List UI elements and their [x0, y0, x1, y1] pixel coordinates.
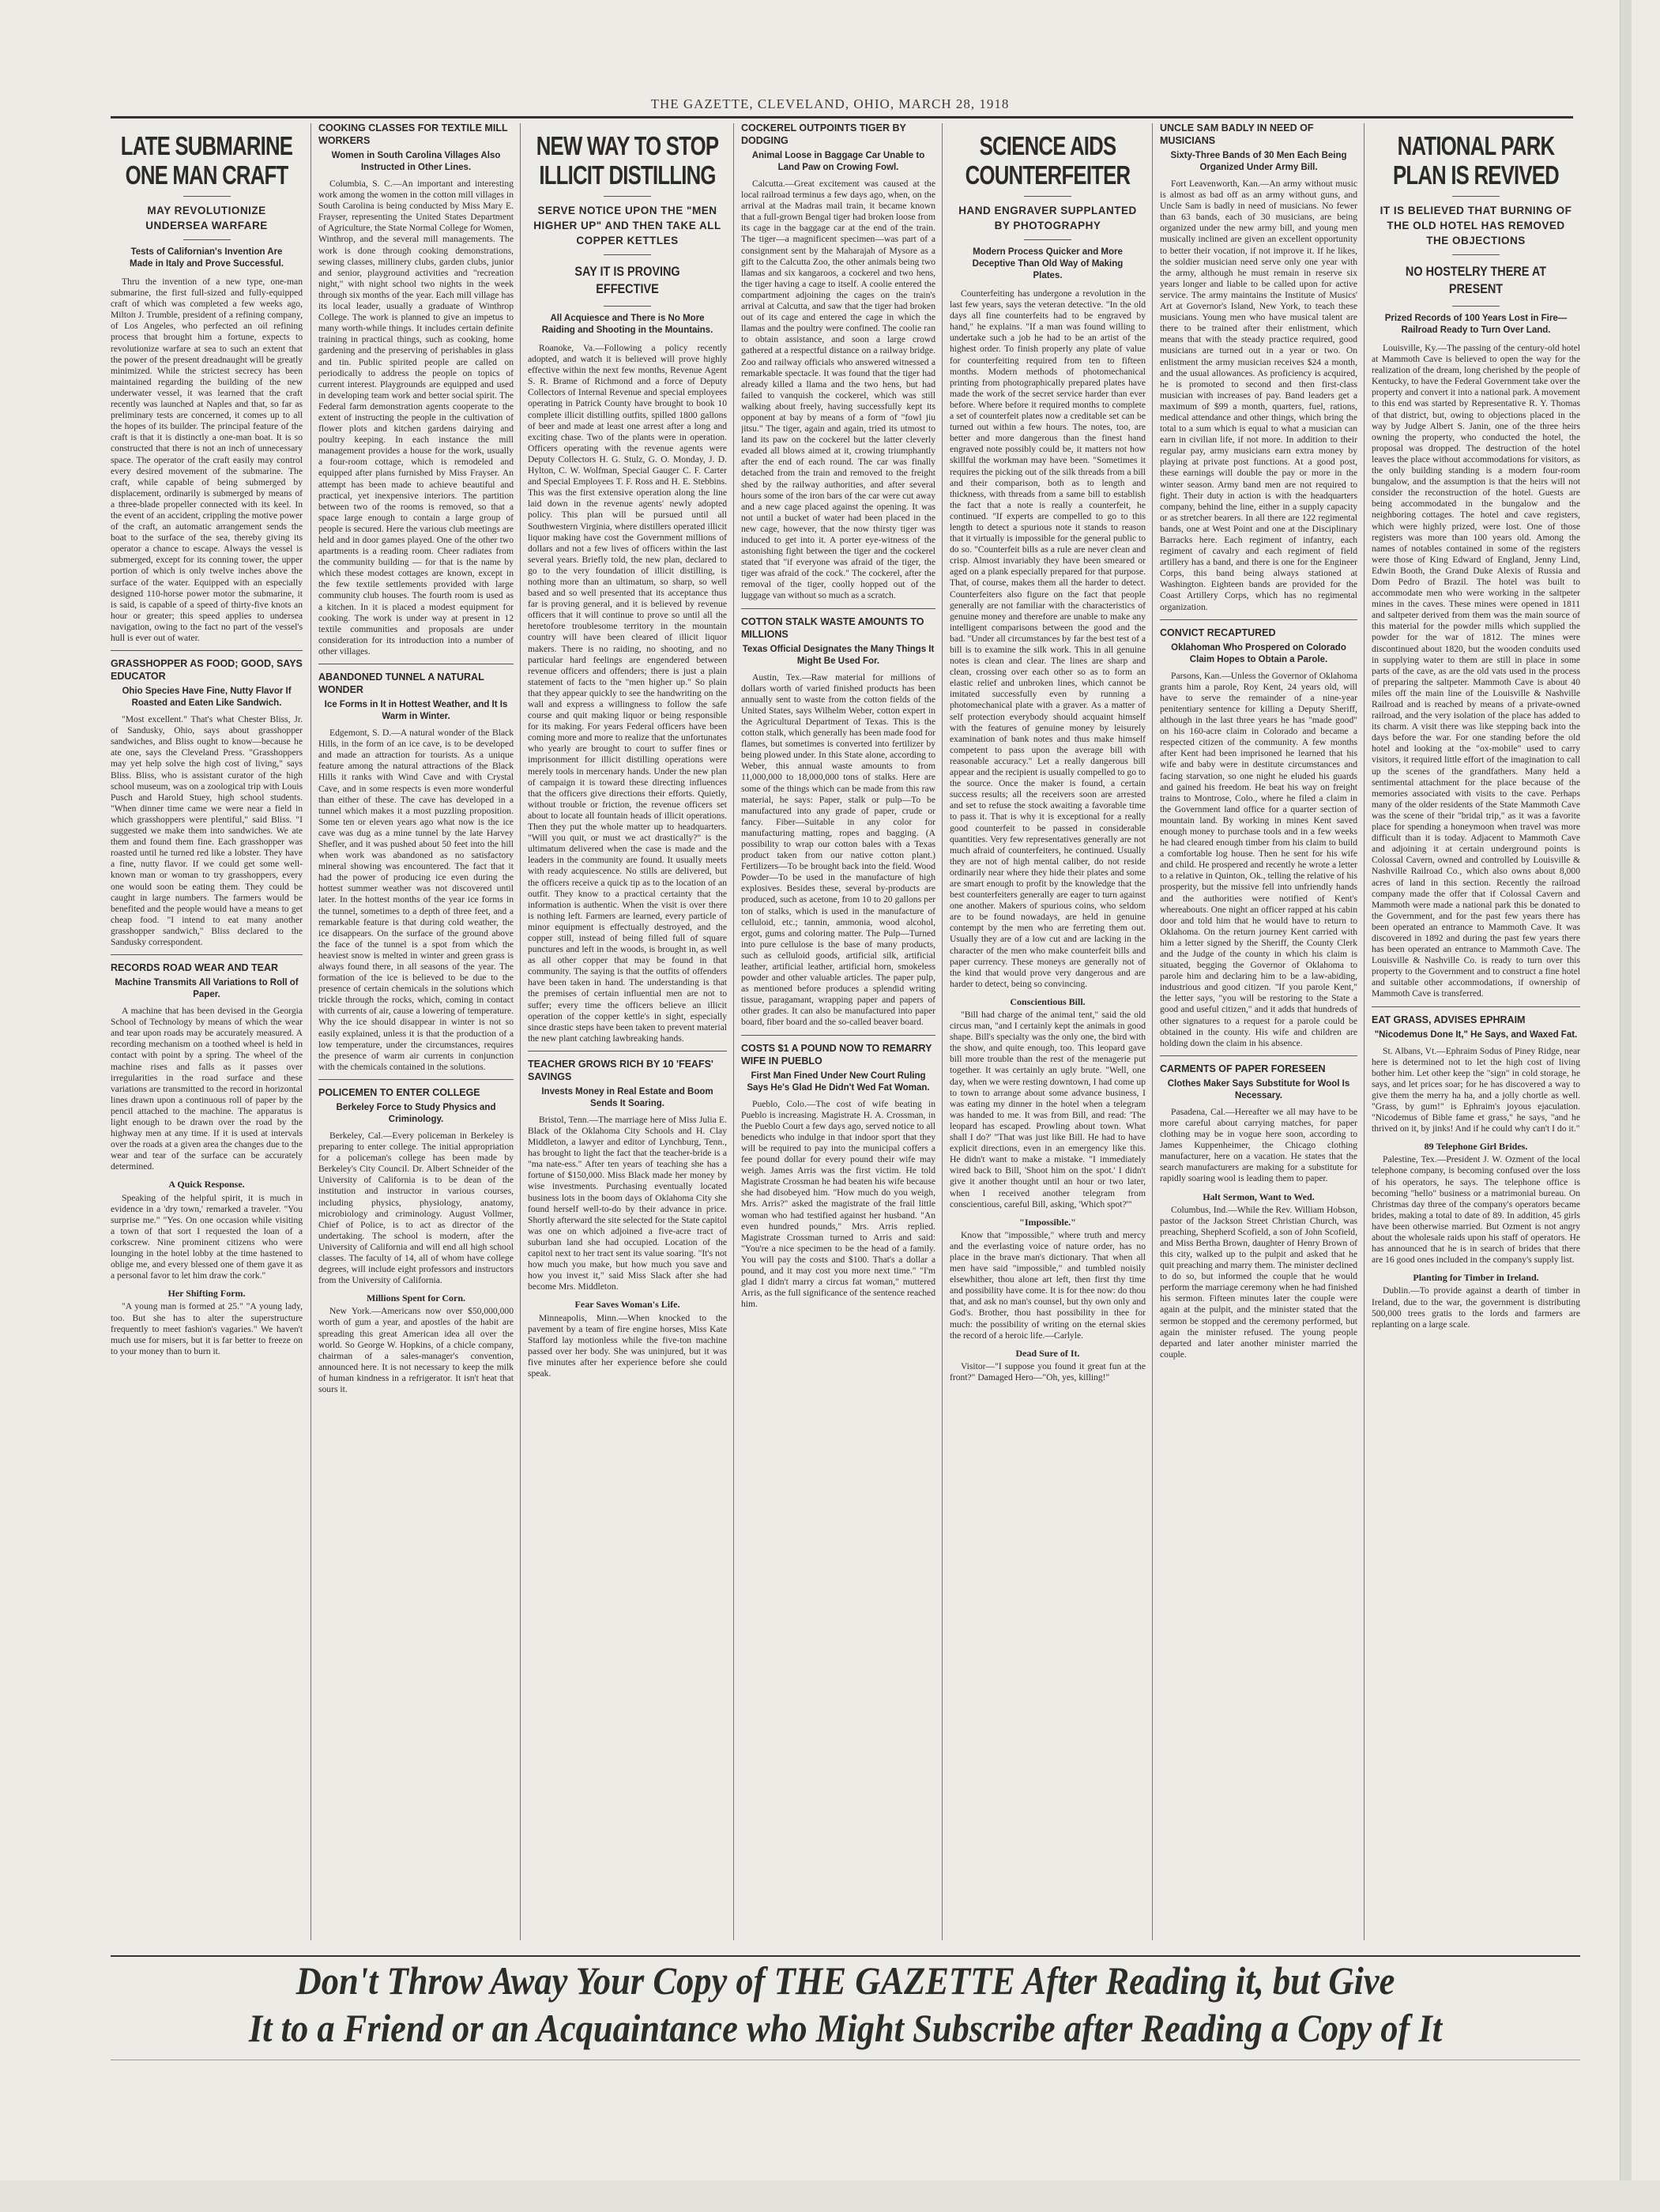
article-body: Palestine, Tex.—President J. W. Ozment of the local telephone company, is becoming confused over the loss of his operators, he says. The telephone office is becoming "hello" business or a matrimonial bureau. On Christmas day three of the company's operators became brides, making a total to date of 89. In addition, 45 girls have been otherwise married. But Ozment is not angry about the wholesale raids upon his staff of operators. He has announced that he is in search of brides that there are 16 good ones included in the company's supply list.	[1372, 1154, 1580, 1266]
page-bottom-edge	[0, 2180, 1660, 2212]
deck: IT IS BELIEVED THAT BURNING OF THE OLD HOTEL HAS REMOVED THE OBJECTIONS	[1380, 205, 1572, 246]
deck: Ice Forms in It in Hottest Weather, and It Is Warm in Winter.	[324, 700, 508, 722]
banner-line: It to a Friend or an Acquaintance who Might Subscribe after Reading a Copy of It	[248, 2006, 1443, 2050]
headline: ONE MAN CRAFT	[125, 160, 288, 190]
deck: Animal Loose in Baggage Car Unable to Land Paw on Crowing Fowl.	[751, 151, 925, 172]
article-counterfeiter	[950, 120, 1146, 1945]
article-body: Roanoke, Va.—Following a policy recently adopted, and watch it is believed will prove highly effective within the next few months, Revenue Agent S. R. Brame of Richmond and a force of Deputy Collectors of Internal Revenue and special employees operating in Patrick County have brought to book 10 complete illicit distilling outfits, spilled 1800 gallons of beer and made at least one arrest after a long and exciting chase. Two of the plants were in operation. Officers operating with the revenue agents were Deputy Collectors H. G. Stulz, G. O. Monday, J. D. Hylton, C. W. Wolfman, Special Gauger C. F. Carter and Special Employees T. F. Ross and H. E. Stebbins. This was the first extensive operation along the line laid down in the revenue agents' newly adopted policy. This plan will be pursued until all Southwestern Virginia, where distillers operated illicit liquor making have cost the Government millions of dollars and not a few lives of officers within the last several years. Briefly told, the new plan, declared to go to the very foundation of illicit distilling, is nothing more than an ultimatum, so sharp, so well based and so well presented that its acceptance thus far is proving general, and it is believed by revenue officers that it will continue to prove so until all the heretofore troublesome territory in the mountain country will have been cleared of illicit liquor makers. There is no raiding, no shooting, and no particular hard feelings are engendered between revenue officers and offenders; there is just a plain statement of facts to the "men higher up." So plain that they appear quickly to see the handwriting on the wall and express a willingness to follow the safe course and quit making liquor or being responsible for its making. For years Federal officers have been coming more and more to realize that the unfortunates who yearly are brought to court to suffer fines or imprisonment for illicit distilling operations were merely tools in mercenary hands. Under the new plan of campaign it is toward these directing influences that the officers give directions their efforts. Quietly, without trouble or friction, the revenue officers set about to locate all fountain heads of illicit operations. Then they put the whole matter up to headquarters. "Will you quit, or must we act drastically?" is the ultimatum delivered when the case is made and the leaders in the community are found. It usually meets with ready acquiescence. No stills are delivered, but the officers receive a quick tip as to the location of an outfit. They know to a practical certainty that the information is authentic. When the visit is over there is nothing left. Farmers are learned, every particle of minor equipment is effectually destroyed, and the copper still, instead of being filled full of square punctures and left in the woods, is brought in, as well as all other copper that may be found in that community. The saying is that the outfits of offenders have been taken in hand. The understanding is that the premises of certain influential men are not to suffer; every time the officers believe an illicit operation of the copper kettle's in sight, especially since drastic steps have been taken to prevent material the new plant catching lawbreaking hands.	[528, 343, 727, 1044]
article-body: Bristol, Tenn.—The marriage here of Miss Julia E. Black of the Oklahoma City Schools and H. Clay Middleton, a lawyer and editor of Lynchburg, Tenn., has brought to light the fact that the teacher-bride is a "ma nate-ess." After ten years of teaching she has a fortune of $150,000. Miss Black made her money by wise investments. Purchasing eventually located business lots in the boom days of Oklahoma City she found herself well-to-do by their advance in price. Shortly afterward the site selected for the State capitol was one on which adjoined a five-acre tract of suburban land she had occupied. Location of the capitol next to her tract sent its value soaring. "It's not how much you make, but how much you save and how you invest it," said Miss Slack after she had become Mrs. Middleton.	[528, 1114, 727, 1292]
article-body: Dublin.—To provide against a dearth of timber in Ireland, due to the war, the government is distributing 500,000 trees gratis to the lords and farmers are replanting on a large scale.	[1372, 1285, 1580, 1330]
article-body: A machine that has been devised in the Georgia School of Technology by means of which the wear and tear upon roads may be accurately measured. A recording mechanism on a toothed wheel is held in contact with point by a spring. The wheel of the machine rises and falls as it passes over irregularities in the road surface and these variations are transmitted to the record in horizontal lines drawn upon a continuous roll of paper by the pencil attached to the machine. The apparatus is light enough to be drawn over the road by the highway men at any time. If it is used at intervals over the roads at a given area the changes due to the wear and tear of the surface can be accurately determined.	[111, 1006, 303, 1172]
subhead: CARMENTS OF PAPER FORESEEN	[1160, 1063, 1326, 1074]
divider	[1452, 254, 1500, 255]
divider	[1160, 619, 1357, 620]
divider	[111, 650, 303, 651]
subhead: RECORDS ROAD WEAR AND TEAR	[111, 962, 279, 974]
subhead: EAT GRASS, ADVISES EPHRAIM	[1372, 1014, 1526, 1025]
article-body: Austin, Tex.—Raw material for millions of dollars worth of varied finished products has been annually sent to waste from the cotton fields of the United States, says Wilhelm Weber, cotton expert in the Agricultural Department of Texas. This is the cotton stalk, which generally has been made food for flames, but sometimes is converted into fertilizer by being plowed under. In this State alone, according to Weber, this annual waste amounts to from 11,000,000 to 18,000,000 tons of stalks. Here are some of the things which can be made from this raw material, he says: Paper, stalk or pulp—To be manufactured into any grade of paper, crude or fancy. Fiber—Suitable in any color for manufacturing matting, ropes and bagging. (A possibility to wrap our cotton bales with a Texas product taken from our native cotton plant.) Fertilizers—To be brought back into the field. Wood Powder—To be used in the manufacture of high explosives. Besides these, several by-products are produced, such as acetone, from 10 to 20 gallons per ton of stalks, which is used in the manufacture of celluloid, etc.; tannin, ammonia, wood alcohol, ergot, gums and coloring matter. The Pulp—Turned into pure cellulose is the base of many products, such as celluloid goods, artificial silk, artificial leather, artificial leather, artificial horn, smokeless powder and other valuable articles. The paper pulp, as mentioned before produces a splendid writing tissue, paragamant, wrapping paper and papers of other grades. It can also be manufactured into paper board, fiber board and the so-called beaver board.	[741, 672, 935, 1028]
column-rule	[520, 123, 521, 1940]
subhead: POLICEMEN TO ENTER COLLEGE	[318, 1086, 480, 1098]
column-rule	[1364, 123, 1365, 1940]
deck: Women in South Carolina Villages Also Instructed in Other Lines.	[331, 151, 501, 172]
divider	[183, 239, 231, 240]
deck: SAY IT IS PROVING EFFECTIVE	[574, 264, 680, 296]
headline: SCIENCE AIDS	[979, 131, 1116, 160]
headline: PLAN IS REVIVED	[1392, 160, 1559, 190]
subhead: GRASSHOPPER AS FOOD; GOOD, SAYS EDUCATOR	[111, 658, 303, 683]
deck: Clothes Maker Says Substitute for Wool Is Necessary.	[1167, 1078, 1350, 1100]
columns	[111, 120, 1580, 1945]
page-fold-edge	[1620, 0, 1632, 2212]
deck: Tests of Californian's Invention Are Made in Italy and Prove Successful.	[130, 247, 284, 269]
subhead: TEACHER GROWS RICH BY 10 'FEAFS' SAVINGS	[528, 1058, 713, 1082]
headline: ILLICIT DISTILLING	[539, 160, 716, 190]
article-body: "Bill had charge of the animal tent," said the old circus man, "and I certainly kept the animals in good shape. Bill's specialty was the only one, the bird with the show, and quite enough, too. This leopard gave bill more trouble than the rest of the menagerie put together. It was certainly an ugly brute. "Well, one day, when we were resting downtown, I had come up to town to arrange about some advance business, I was eating my dinner in the hotel when a telegram was handed to me. It was from Bill, and read: 'The leopard has escaped. Prowling about town. What shall I do?' "That was just like Bill. He had to have explicit directions, even in an emergency like this. He didn't want to make a mistake. "I immediately wired back to Bill, 'Shoot him on the spot.' I didn't give it another thought until an hour or two later, when I received another telegram from conscientious, careful Bill, asking, 'Which spot?'"	[950, 1010, 1146, 1209]
subhead: COTTON STALK WASTE AMOUNTS TO MILLIONS	[741, 615, 924, 640]
headline: NEW WAY TO STOP	[536, 131, 719, 160]
headline: COUNTERFEITER	[965, 160, 1131, 190]
column-rule	[942, 123, 943, 1940]
deck: MAY REVOLUTIONIZE UNDERSEA WARFARE	[145, 205, 268, 231]
subhead: Her Shifting Form.	[168, 1288, 246, 1300]
subhead: Dead Sure of It.	[1015, 1347, 1080, 1359]
deck: First Man Fined Under New Court Ruling Says He's Glad He Didn't Wed Fat Woman.	[747, 1070, 930, 1093]
article-national-park	[1372, 120, 1580, 1945]
deck: Invests Money in Real Estate and Boom Sends It Soaring.	[541, 1086, 713, 1108]
headline: LATE SUBMARINE	[120, 131, 293, 160]
subhead: Millions Spent for Corn.	[366, 1292, 466, 1304]
divider	[1160, 1055, 1357, 1056]
subhead: "Impossible."	[1019, 1216, 1076, 1228]
article-body: New York.—Americans now over $50,000,000 worth of gum a year, and apostles of the habit are spreading this great American idea all over the world. So George W. Hopkins, of a chicle company, chairman of a sales-manager's convention, announced here. It is not necessary to keep the milk of human kindness in a refrigerator. It isn't heat that sours it.	[318, 1306, 514, 1394]
article-illicit-distilling	[528, 120, 727, 1945]
headline: NATIONAL PARK	[1397, 131, 1555, 160]
divider	[1452, 196, 1500, 197]
subhead: CONVICT RECAPTURED	[1160, 626, 1276, 638]
divider	[1452, 306, 1500, 307]
headline: COCKEREL OUTPOINTS TIGER BY DODGING	[741, 122, 906, 146]
divider	[318, 1079, 514, 1080]
article-body: St. Albans, Vt.—Ephraim Sodus of Piney Ridge, near here is determined not to let the high cost of living bother him. Let other keep the "sign" in cold storage, he says, and let prices soar; for he has discovered a way to give them the merry ha ha, and a jolly chortle as well. "Grass, by gum!" is Ephraim's joyous ejaculation. "Nicodemus of Bible fame et grass," he says, "and he thrived on it, by jinks! And if he could why can't I do it."	[1372, 1045, 1580, 1134]
deck: NO HOSTELRY THERE AT PRESENT	[1405, 264, 1547, 296]
deck: Oklahoman Who Prospered on Colorado Claim Hopes to Obtain a Parole.	[1171, 642, 1346, 664]
article-body: Calcutta.—Great excitement was caused at the local railroad terminus a few days ago, when, on the arrival at the Madras mail train, it became known that a full-grown Bengal tiger had broken loose from its cage in the baggage car at the end of the train. The tiger—a magnificent specimen—was part of a consignment sent by the Maharajah of Mysore as a gift to the Calcutta Zoo, the other animals being two llamas and six kangaroos, a cockerel and two hens, the tiger having a cage to itself. A coolie entered the compartment adjoining the cages on the train's arrival at Calcutta, and saw that the tiger had broken out of its cage and entered the cage in which the llamas and the poultry were confined. The coolie ran to obtain assistance, and soon a large crowd gathered at a respectful distance on a railway bridge. Zoo and railway officials who answered witnessed a remarkable spectacle. It was found that the tiger had already killed a llama and the two hens, but had failed to vanquish the cockerel, which was still walking about freely, having successfully kept its opponent at bay by means of a form of "fowl jiu jitsu." The tiger, again and again, tried its utmost to land its paw on the cockerel but the latter cleverly evaded all blows aimed at it, crowing triumphantly after the end of each round. The car was finally detached from the train and removed to the freight shed by the railway authorities, and after several hours some of the iron bars of the car were cut away and a new cage placed against the opening. It was not until a bucket of water had been placed in the new cage, however, that the now thirsty tiger was induced to get into it. A porter eye-witness of the astonishing fight between the tiger and the cockerel stated that "if everyone was afraid of the tiger, the tiger was afraid of the cock." The cockerel, after the removal of the tiger, coolly hopped out of the luggage van without so much as a scratch.	[741, 179, 935, 601]
article-body: Speaking of the helpful spirit, it is much in evidence in a 'dry town,' remarked a traveler. "You surprise me." "Yes. On one occasion while visiting a town of that sort I requested the loan of a corkscrew. Nine prominent citizens who were lounging in the hotel lobby at the time hastened to oblige me, and every blessed one of them gave it as a personal favor to let him draw the cork."	[111, 1192, 303, 1281]
subhead: Conscientious Bill.	[1010, 995, 1086, 1007]
divider	[1372, 1006, 1580, 1007]
deck: SERVE NOTICE UPON THE "MEN HIGHER UP" AND THEN TAKE ALL COPPER KETTLES	[533, 205, 721, 246]
article-body: Columbus, Ind.—While the Rev. William Hobson, pastor of the Jackson Street Christian Church, was preaching, Shepherd Scofield, a son of John Scofield, and Miss Bertha Brown, daughter of Henry Brown of this city, walked up to the pulpit and asked that he quit preaching and marry them. The minister declined to do so, but informed the couple that he would perform the marriage ceremony when he had finished his sermon. Fifteen minutes later the couple were again at the pulpit, and the minister stated that the sermon be stopped and the ceremony performed, but again the minister refused. The young people departed and later another minister married the couple.	[1160, 1204, 1357, 1360]
subscription-banner	[111, 1955, 1580, 2060]
headline: UNCLE SAM BADLY IN NEED OF MUSICIANS	[1160, 122, 1314, 146]
article-army-musicians	[1160, 120, 1357, 1945]
deck: Modern Process Quicker and More Deceptive Than Old Way of Making Plates.	[972, 247, 1124, 280]
divider	[604, 196, 651, 197]
banner-line: Don't Throw Away Your Copy of THE GAZETTE After Reading it, but Give	[295, 1958, 1395, 2003]
deck: HAND ENGRAVER SUPPLANTED BY PHOTOGRAPHY	[958, 205, 1137, 231]
article-body: Louisville, Ky.—The passing of the century-old hotel at Mammoth Cave is believed to open the way for the realization of the dream, long cherished by the people of Kentucky, to have the Federal Government take over the property and convert it into a national park. A movement to this end was started by Representative R. Y. Thomas of that district, but, owing to objections placed in the way by Judge Albert S. Janin, one of the three heirs owning the property, who conducted the hotel, the proposal was dropped. The destruction of the hotel leaves the place without accommodations for visitors, as the only building standing is a modern four-room bungalow, and the assumption is that the heirs will not consider the reconstruction of the hotel. Guests are being accommodated in the bungalow and the neighboring cottages. The hotel and cave registers, which were highly prized, were lost. One of those registers was more than 100 years old. Among the names of notables contained in some of the registers were those of King Edward of England, Jenny Lind, Edwin Booth, the Grand Duke Alexis of Russia and Dom Pedro of Brazil. The hotel was built to accommodate men who were working in the saltpeter mines in the caves. These mines were opened in 1811 and saltpeter derived from them was the main source of this material for the powder mills which supplied the powder for the war of 1812. The mines were discontinued about 1820, but the wooden conduits used in supplying water to them are still in place in some parts of the cave, as are the old vats used in the process of preparing the saltpeter. Mammoth Cave is about 40 miles off the main line of the Louisville & Nashville Railroad and is reached by means of a private-owned railroad, and the very isolation of the place has added to its charm. A visit there was like stepping back into the days before the war. For one standing before the old hotel and looking at the "ox-mobile" used to carry visitors, it required little effort of the imagination to call up the scenes of the grandfathers. Many held a sentimental attachment for the place because of the memories associated with visits to the cave. Perhaps many of the older residents of the State Mammoth Cave was the scene of their "bridal trip," as it was a favorite place for spending a honeymoon when travel was more difficult than it is today. Adjacent to Mammoth Cave and adjoining it at certain underground points is Colossal Cavern, owned and controlled by Louisville & Nashville Railroad Co., which also owns about 8,000 acres of land in this section. Recently the railroad company made the offer that if Colossal Cavern and Mammoth were made a national park this be donated to the Government, and for the past few years there has been operated an entrance to Mammoth Cave. It was discovered in 1892 and during the past few years there has been operated an entrance to Mammoth Cave. The Louisville & Nashville Co. is ready to turn over this property to the Government and to construct a fine hotel and suitable other accommodations, if ownership of Mammoth Cave is transferred.	[1372, 343, 1580, 999]
article-body: Parsons, Kan.—Unless the Governor of Oklahoma grants him a parole, Roy Kent, 24 years old, will have to serve the remainder of a nine-year penitentiary sentence for killing a Deputy Sheriff, although in the last three years he has "made good" on his 160-acre claim in Colorado and became a respected citizen of the community. A few months after Kent had been imprisoned he learned that his wife and baby were in destitute circumstances and facing starvation, so one night he eluded his guards and gained his freedom. He beat his way on freight trains to Montrose, Colo., where he filed a claim in the Government land office for a quarter section of mountain land. By working in mines Kent saved enough money to purchase tools and in a few weeks he had cleared enough timber from his claim to build a comfortable log house. Then he sent for his wife and child. He prospered and recently he wrote a letter to a relative in Quinton, Ok., telling the relative of his prosperity, but the missive fell into unfriendly hands and the authorities were notified of Kent's whereabouts. One night an officer rapped at his cabin door and told him that he would have to return to Oklahoma. On the return journey Kent carried with him a letter signed by the Sheriff, the County Clerk and the Judge of the county in which his claim is situated, begging the Governor of Oklahoma to parole him and declaring him to be a law-abiding, industrious and good citizen. "If you parole Kent," the letter says, "you will be restoring to the State a good and useful citizen," and it adds that hundreds of other signatures to a request for a parole could be obtained in the county. His wife and children are holding down the claim in his absence.	[1160, 670, 1357, 1048]
divider	[741, 608, 935, 609]
running-head: THE GAZETTE, CLEVELAND, OHIO, MARCH 28, 1918	[650, 96, 1010, 111]
deck: Machine Transmits All Variations to Roll of Paper.	[115, 978, 299, 1000]
column-rule	[733, 123, 734, 1940]
article-body: Minneapolis, Minn.—When knocked to the pavement by a team of fire engine horses, Miss Kate Stafford lay motionless while the five-ton machine passed over her body. She was uninjured, but it was five minutes after her experience before she could speak.	[528, 1312, 727, 1379]
deck: Sixty-Three Bands of 30 Men Each Being Organized Under Army Bill.	[1170, 151, 1347, 172]
deck: "Nicodemus Done It," He Says, and Waxed Fat.	[1374, 1029, 1578, 1040]
deck: All Acquiesce and There is No More Raiding and Shooting in the Mountains.	[541, 314, 713, 335]
subhead: 89 Telephone Girl Brides.	[1424, 1141, 1528, 1153]
divider	[604, 306, 651, 307]
deck: Berkeley Force to Study Physics and Criminology.	[336, 1102, 496, 1124]
article-body: Know that "impossible," where truth and mercy and the everlasting voice of nature order, has no place in the brave man's dictionary. That when all men have said "impossible," and tumbled noisily elsewhither, thou alone art left, then first thy time and possibility have come. It is for thee now: do thou that, and ask no man's counsel, but thy own only and God's. Brother, thou hast possibility in thee for much: the possibility of writing on the eternal skies the record of a heroic life.—Carlyle.	[950, 1229, 1146, 1341]
subhead: ABANDONED TUNNEL A NATURAL WONDER	[318, 672, 484, 696]
headline: COOKING CLASSES FOR TEXTILE MILL WORKERS	[318, 122, 508, 146]
subhead: Fear Saves Woman's Life.	[574, 1299, 680, 1311]
deck: Ohio Species Have Fine, Nutty Flavor If Roasted and Eaten Like Sandwich.	[122, 687, 292, 709]
article-body: Pasadena, Cal.—Hereafter we all may have to be more careful about carrying matches, for paper clothing may be in vogue here soon, according to James Kuppenheimer, the Chicago clothing manufacturer, here on a vacation. He states that the search manufacturers are making for a substitute for rapidly soaring wool is leading them to paper.	[1160, 1106, 1357, 1184]
article-cockerel-tiger	[741, 120, 935, 1945]
divider	[183, 196, 231, 197]
article-body: "Most excellent." That's what Chester Bliss, Jr. of Sandusky, Ohio, says about grasshopper sandwiches, and Bliss ought to know—because he ate one, says the Cleveland Press. "Grasshoppers may yet help solve the high cost of living," says Bliss. Bliss, who is assistant curator of the high school museum, was on a zoological trip with Louis Pusch and Harold Stuey, high school students. "When dinner time came we were near a field in which grasshoppers were plentiful," said Bliss. "I suggested we make them into sandwiches. We ate them and found them fine. Each grasshopper was roasted until he turned red like a lobster. They have a fine, nutty flavor. If we could get some well-known man or woman to try grasshoppers, every one would soon be eating them. They could be caught in large numbers. The farmers would be benefited and the people would have a means to get cheap food. "I intend to eat many another grasshopper sandwich," Bliss declared to the Sandusky correspondent.	[111, 714, 303, 947]
article-submarine	[111, 120, 303, 1945]
column-rule	[1152, 123, 1153, 1940]
article-body: Pueblo, Colo.—The cost of wife beating in Pueblo is increasing. Magistrate H. A. Crossman, in the Pueblo Court a few days ago, served notice to all benedicts who indulge in that indoor sport that they will be required to pay into the municipal coffers a fee pound dollar for every pound their wife may weigh. James Arris was the first victim. He told Magistrate Crossman he had beaten his wife because she had disobeyed him. "How much do you weigh, Mrs. Arris?" asked the magistrate of the frail little woman who had testified against her husband. "An even hundred pounds," Mrs. Arris replied. Magistrate Crossman turned to Arris and said: "You're a nice specimen to be the head of a family. You will pay the costs and $100. That's a dollar a pound, and it may cost you more next time." "I'm glad I didn't marry a circus fat woman," muttered Arris, as the full significance of the sentence reached him.	[741, 1098, 935, 1310]
article-body: Counterfeiting has undergone a revolution in the last few years, says the veteran detective. "In the old days all fine counterfeits had to be engraved by hand," he explains. "If a man was found willing to undertake such a job he had to be an artist of the highest order. To finish properly any plate of value for counterfeiting required from ten to fifteen months. Modern methods of photomechanical printing from photographically prepared plates have made the work of the secret service harder than ever before. Where before it required months to complete a set of counterfeit plates now a creditable set can be turned out within a few hours. The notes, too, are better and more dangerous than the finest hand engraved note possibly could be, it matters not how skillful the workman may have been. "Sometimes it requires the picking out of the silk threads from a bill and their comparison, both as to length and thickness, with threads from a same bill to establish the fact that a note is really a counterfeit, he continued. "If experts are compelled to go to this length to detect a spurious note it stands to reason that it virtually is impossible for the general public to do so. "Counterfeit bills as a rule are never clean and crisp. Almost invariably they have been smeared or aged on a plank especially prepared for that purpose. That, of course, makes them all the harder to detect. Counterfeiters also figure on the fact that people generally are not familiar with the characteristics of genuine money and therefore are unable to make any intelligent comparisons between the good and the bad. "Under all circumstances by far the best test of a bill is to examine the silk work. This in all genuine notes is clean and clear. The lines are sharp and clean, crossing over each other so as to form an elastic relief and unbroken lines, which cannot be imitated successfully even by running a photomechanical plate with a graver. As a matter of self protection everybody should acquaint himself with the features of genuine money by leisurely examination of bank notes and thus make himself competent to pass upon the average bill with reasonable accuracy." Let a really dangerous bill appear and the recipient is usually compelled to go to the source. Once the maker is found, a certain success results; all the receivers soon are arrested and set to refuse the stock awaiting a favorable time to pass it. That is why it is exceptional for a really good counterfeit to be passed in considerable quantities. Very few representatives generally are not much afraid of counterfeiters, he continued. Usually they are not of high mental caliber, do not reside ordinarily near where they hide their plates and some are smart enough to profit by the knowledge that the best counterfeiters generally are eager to turn against one another. Makers of spurious coins, who seldom are to be found nowadays, are held in genuine contempt by the men who are ferreting them out. Usually they are of a low cut and are lacking in the character of the men who make counterfeit bills and paper currency. These moneys are generally not of the kind that would prove very dangerous and are harder to detect, being so convincing.	[950, 288, 1146, 989]
divider	[1024, 239, 1071, 240]
divider	[741, 1035, 935, 1036]
article-body: Columbia, S. C.—An important and interesting work among the women in the cotton mill villages in South Carolina is being conducted by Miss Mary E. Frayser, representing the United States Department of Agriculture, the State Normal College for Women, Winthrop, and the several mill managements. The work is done through cooking demonstrations, sewing classes, millinery clubs, garden clubs, junior and senior, playground activities and "recreation night," with night school two nights in the week through six months of the year. Each mill village has its local leader, usually a graduate of Winthrop College. The work is planned to give an impetus to many worth-while things. It includes certain definite training in practical things, such as cooking, home gardening and the preserving of perishables in glass and tin. Public spirited people are called on periodically to address the people on topics of current interest. Playgrounds are equipped and used in developing team work and better social spirit. The Federal farm demonstration agents cooperate to the extent of instructing the people in the cultivation of flower plots and kitchen gardens dairying and poultry keeping. In each instance the mill management provides a house for the work, usually a four-room cottage, which is remodeled and equipped after plans furnished by Miss Frayser. An attempt has been made to achieve beautiful and practical, yet inexpensive interiors. The partition between two of the rooms is removed, so that a space large enough to contain a large group of people is secured. Here the various club meetings are held and in door games played. One of the other two apartments is a reading room. Cheer radiates from the community building — for that is the name by which these modest cottages are known, except in the few textile settlements provided with large community club houses. The fourth room is used as a kitchen. In it is placed a modest equipment for cooking. The work is under way at present in 12 textile communities and proposals are under consideration for its introduction into a number of other villages.	[318, 179, 514, 656]
deck: Prized Records of 100 Years Lost in Fire—Railroad Ready to Turn Over Land.	[1384, 314, 1568, 335]
article-body: Fort Leavenworth, Kan.—An army without music is almost as bad off as an army without guns, and Uncle Sam is badly in need of musicians. No fewer than 63 bands, each of 30 musicians, are being organized under the new army bill, and young men musically inclined are given an excellent opportunity to better their vocation, if not improve it. If he likes, the soldier musician need serve only one year with the army, although he must remain in reserve six years longer and liable to be called upon for active service. The army maintains the Institute of Musics' Art at Governor's Island, New York, to teach these musicians. Young men who have musical talent are there to be trained after their enlistment, which means that with the steady practice required, good musicians are turned out in a year or two. On enlistment the army musician receives $24 a month, and the usual allowances. As proficiency is acquired, he is promoted to second and then first-class musician with increases of pay. Band leaders get a maximum of $99 a month, quarters, fuel, rations, medical attendance and other things, which bring the total to a sum which is equal to what a musician can earn in civilian life, if not more. In addition to their regular pay, army musicians earn extra money by playing at private post functions. At a good post, these earnings will double the pay or more in the winter season. Army band men are not required to fight. Their duty in action is with the headquarters company, behind the line, either in a supply capacity or as stretcher bearers. In all there are 122 regimental bands, one at West Point and one at the Disciplinary Barracks here. Each regiment of infantry, each regiment of cavalry and each regiment of field artillery has a band, and there is one for the Engineer Corps, this band being always stationed at Washington. Eighteen bands are provided for the Coast Artillery Corps, which has no regimental organization.	[1160, 179, 1357, 612]
subhead: A Quick Response.	[168, 1179, 245, 1191]
article-body: Visitor—"I suppose you found it great fun at the front?" Damaged Hero—"Oh, yes, killing!"	[950, 1360, 1146, 1382]
article-body: Berkeley, Cal.—Every policeman in Berkeley is preparing to enter college. The initial appropriation for a policeman's college has been made by Berkeley's City Council. Dr. Albert Schneider of the University of California is to be dean of the institution and instructor in various courses, including physics, physiology, anatomy, microbiology and criminology. August Vollmer, Chief of Police, is to act as director of the undertaking. The school is modern, after the University of California and will end all high school classes. The faculty of 14, all of whom have college degrees, will include eight professors and instructors from the University of California.	[318, 1130, 514, 1286]
divider	[604, 254, 651, 255]
article-cooking-classes	[318, 120, 514, 1945]
divider	[111, 954, 303, 955]
top-rule	[111, 116, 1573, 118]
article-body: Thru the invention of a new type, one-man submarine, the first full-sized and fully-equipped craft of which was completed a few weeks ago, Milton J. Trumble, president of a refining company, of Los Angeles, who perfected an oil refining process that brought him a fortune, expects to revolutionize warfare at sea to such an extent that the power of the present dreadnaught will be greatly minimized. While the strictest secrecy has been maintained regarding the building of the new underwater vessel, it was learned that the craft recently was launched at Naples and that, so far as preliminary tests are concerned, it comes up to all the hopes of its builder. The principal feature of the craft is that it is distinctly a one-man boat. It is so constructed that there is not an inch of unnecessary space. The operator of the craft easily may control every desired movement of the submarine. The craft, while capable of being submerged by displacement, ordinarily is submerged by means of a three-blade propeller connected with its keel. In the event of an accident, crippling the motive power of the craft, an automatic arrangement sends the boat to the surface of the sea, thereby giving its operator a chance to escape. Always the vessel is submerged, except for its conning tower, the upper portion of which is only twelve inches above the surface of the water. Equipped with an especially designed 110-horse power motor the submarine, it is said, is capable of a speed of thirty-five knots an hour or greater; this speed applies to undersea navigation, owing to the fact no part of the vessel's hull is ever out of water.	[111, 276, 303, 643]
deck: Texas Official Designates the Many Things It Might Be Used For.	[742, 644, 935, 666]
subhead: Halt Sermon, Want to Wed.	[1203, 1191, 1315, 1202]
article-body: "A young man is formed at 25." "A young lady, too. But she has to alter the superstructure frequently to meet fashion's vagaries." We haven't much use for misers, but it is far better to freeze on to your money than to burn it.	[111, 1301, 303, 1356]
subhead: COSTS $1 A POUND NOW TO REMARRY WIFE IN PUEBLO	[741, 1042, 932, 1066]
article-body: Edgemont, S. D.—A natural wonder of the Black Hills, in the form of an ice cave, is to be developed and made an attraction for tourists. As a unique feature among the natural attractions of the Black Hills it ranks with Wind Cave and with Crystal Cave, and in some respects is even more wonderful than either of these. The cave has developed in a tunnel which makes it a most puzzling proposition. Some ten or eleven years ago what now is the ice cave was dug as a mine tunnel by the late Harvey Shefler, and it was pushed about 50 feet into the hill when work was abandoned as no satisfactory mineral showing was encountered. The fact that it had the power of producing ice even during the hottest summer weather was not discovered until later. In the hottest months of the year ice forms in the tunnel, sometimes to a depth of three feet, and a remarkable feature is that during cold weather, the ice disappears. On the surface of the ground above the face of the tunnel is a spot from which the heaviest snow is melted in winter and green grass is always found there, in all seasons of the year. The formation of the ice is believed to be due to the presence of certain chemicals in the solutions which trickle through the rocks, which, coming in contact with currents of air, cause a lowering of temperature. Why the ice should disappear in winter is not so easily explained, unless it is that the production of a low temperature, under the circumstances, requires the presence of warm air currents in conjunction with the chemicals contained in the solutions.	[318, 728, 514, 1072]
divider	[1024, 196, 1071, 197]
subhead: Planting for Timber in Ireland.	[1413, 1272, 1539, 1284]
